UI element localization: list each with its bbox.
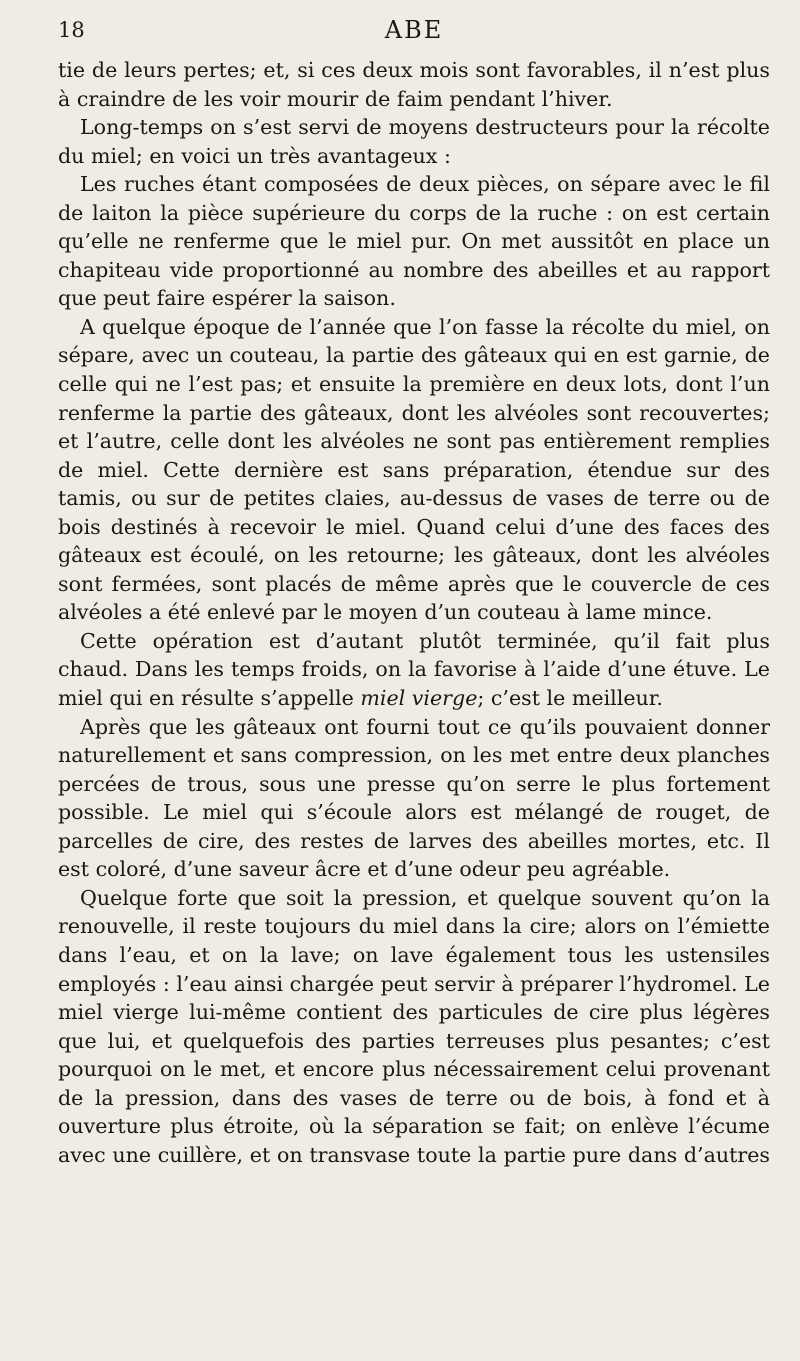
italic-term: miel vierge — [360, 686, 478, 711]
paragraph — [58, 170, 770, 313]
running-head: ABE — [384, 16, 444, 44]
body-text — [58, 56, 770, 1169]
paragraph-text: Cette opération est d’autant plutôt terminée, qu’il fait plus chaud. Dans les temps froids, on la favorise à l’aide d’une étuve. Le miel qui en résulte s’appelle — [58, 628, 770, 711]
paragraph-text: Quelque forte que soit la pression, et quelque souvent qu’on la renouvelle, il reste toujours du miel dans la cire; alors on l’émiette dans l’eau, et on la lave; on lave également tous les ustensiles employés : l’eau ainsi chargée peut servir à préparer l’hydromel. Le miel vierge lui-même contient des particules de cire plus légères que lui, et quelquefois des parties terreuses plus pesantes; c’est pourquoi on le met, et encore plus nécessairement celui provenant de la pression, dans des vases de terre ou de bois, à fond et à ouverture plus étroite, où la séparation se fait; on enlève l’écume avec une cuillère, et on transvase toute la partie pure dans d’autres — [58, 885, 770, 1167]
paragraph — [58, 713, 770, 884]
paragraph-text: Après que les gâteaux ont fourni tout ce qu’ils pouvaient donner naturellement et sans compression, on les met entre deux planches percées de trous, sous une presse qu’on serre le plus fortement possible. Le miel qui s’écoule alors est mélangé de rouget, de parcelles de cire, des restes de larves des abeilles mortes, etc. Il est coloré, d’une saveur âcre et d’une odeur peu agréable. — [58, 714, 770, 882]
page-header — [58, 16, 770, 56]
paragraph-text: ; c’est le meilleur. — [477, 686, 663, 711]
paragraph — [58, 113, 770, 170]
paragraph-text: tie de leurs pertes; et, si ces deux mois sont favorables, il n’est plus à craindre de les voir mourir de faim pendant l’hiver. — [58, 58, 770, 111]
page-number: 18 — [58, 18, 85, 42]
paragraph — [58, 627, 770, 713]
paragraph — [58, 56, 770, 113]
paragraph — [58, 313, 770, 627]
paragraph-text: Les ruches étant composées de deux pièces, on sépare avec le fil de laiton la pièce supérieure du corps de la ruche : on est certain qu’elle ne renferme que le miel pur. On met aussitôt en place un chapiteau vide proportionné au nombre des abeilles et au rapport que peut faire espérer la saison. — [58, 172, 770, 311]
paragraph-text: A quelque époque de l’année que l’on fasse la récolte du miel, on sépare, avec un couteau, la partie des gâteaux qui en est garnie, de celle qui ne l’est pas; et ensuite la première en deux lots, dont l’un renferme la partie des gâteaux, dont les alvéoles sont recouvertes; et l’autre, celle dont les alvéoles ne sont pas entièrement remplies de miel. Cette dernière est sans préparation, étendue sur des tamis, ou sur de petites claies, au-dessus de vases de terre ou de bois destinés à recevoir le miel. Quand celui d’une des faces des gâteaux est écoulé, on les retourne; les gâteaux, dont les alvéoles sont fermées, sont placés de même après que le couvercle de ces alvéoles a été enlevé par le moyen d’un couteau à lame mince. — [58, 314, 770, 625]
paragraph — [58, 884, 770, 1169]
paragraph-text: Long-temps on s’est servi de moyens destructeurs pour la récolte du miel; en voici un très avantageux : — [58, 115, 770, 168]
